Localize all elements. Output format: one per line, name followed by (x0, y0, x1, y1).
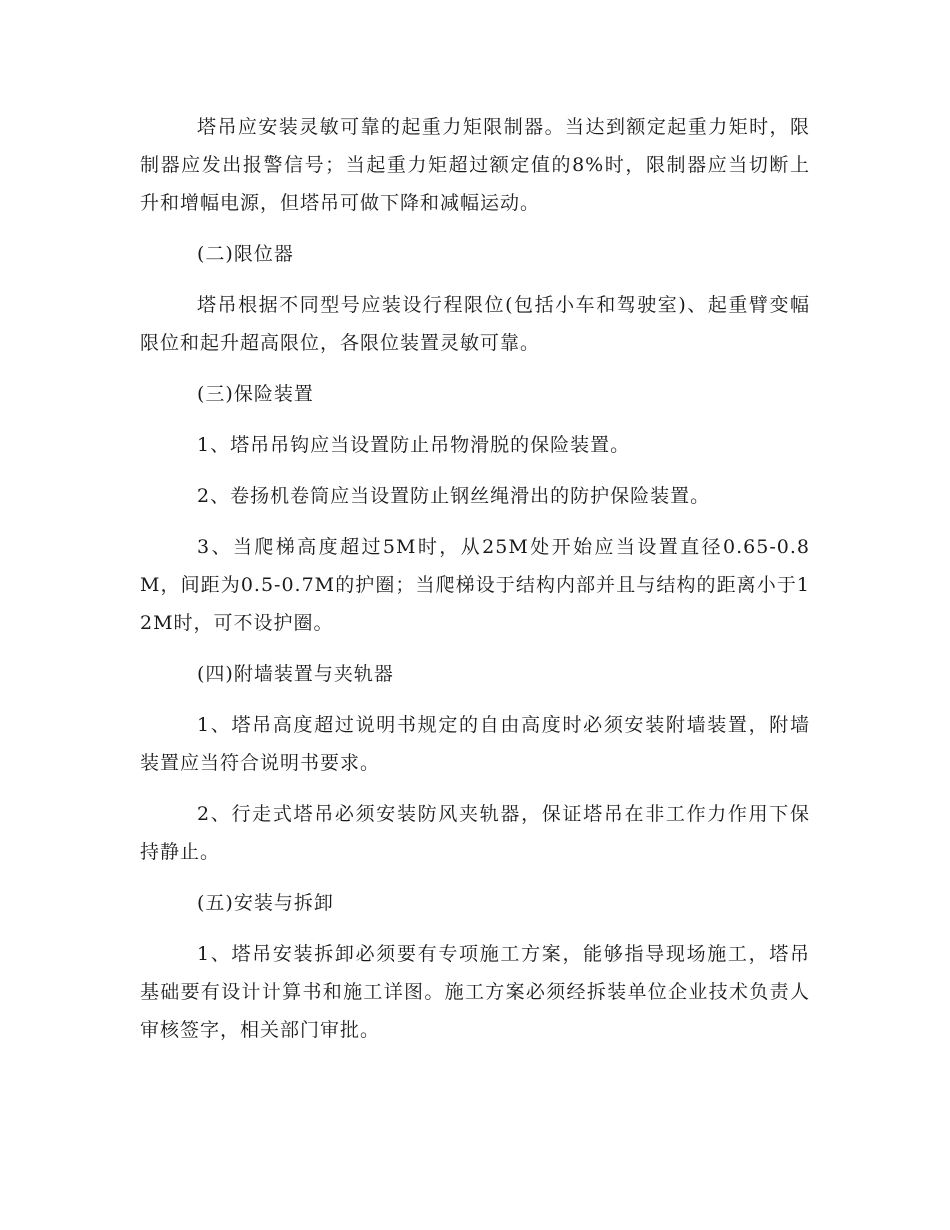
section-heading-wall-tie: (四)附墙装置与夹轨器 (197, 663, 394, 685)
paragraph-rail-clamp: 2、行走式塔吊必须安装防风夹轨器，保证塔吊在非工作力作用下保持静止。 (140, 803, 810, 863)
section-heading-installation: (五)安装与拆卸 (197, 892, 334, 914)
paragraph-installation-plan: 1、塔吊安装拆卸必须要有专项施工方案，能够指导现场施工，塔吊基础要有设计计算书和施工详图。施工方案必须经拆装单位企业技术负责人审核签字，相关部门审批。 (140, 943, 810, 1041)
document-page (140, 108, 810, 1049)
paragraph-ladder-guard: 3、当爬梯高度超过5M时，从25M处开始应当设置直径0.65-0.8M，间距为0.5-0.7M的护圈；当爬梯设于结构内部并且与结构的距离小于12M时，可不设护圈。 (140, 536, 810, 634)
section-heading-limiter: (二)限位器 (197, 243, 294, 265)
paragraph-winch-drum: 2、卷扬机卷筒应当设置防止钢丝绳滑出的防护保险装置。 (197, 485, 711, 507)
paragraph-hook-safety: 1、塔吊吊钩应当设置防止吊物滑脱的保险装置。 (197, 434, 631, 456)
paragraph-limit-devices: 塔吊根据不同型号应装设行程限位(包括小车和驾驶室)、起重臂变幅限位和起升超高限位，各限位装置灵敏可靠。 (140, 294, 810, 354)
paragraph-wall-tie: 1、塔吊高度超过说明书规定的自由高度时必须安装附墙装置，附墙装置应当符合说明书要求。 (140, 714, 810, 774)
paragraph-torque-limiter: 塔吊应安装灵敏可靠的起重力矩限制器。当达到额定起重力矩时，限制器应发出报警信号；当起重力矩超过额定值的8%时，限制器应当切断上升和增幅电源，但塔吊可做下降和减幅运动。 (140, 116, 810, 214)
section-heading-safety-devices: (三)保险装置 (197, 383, 314, 405)
